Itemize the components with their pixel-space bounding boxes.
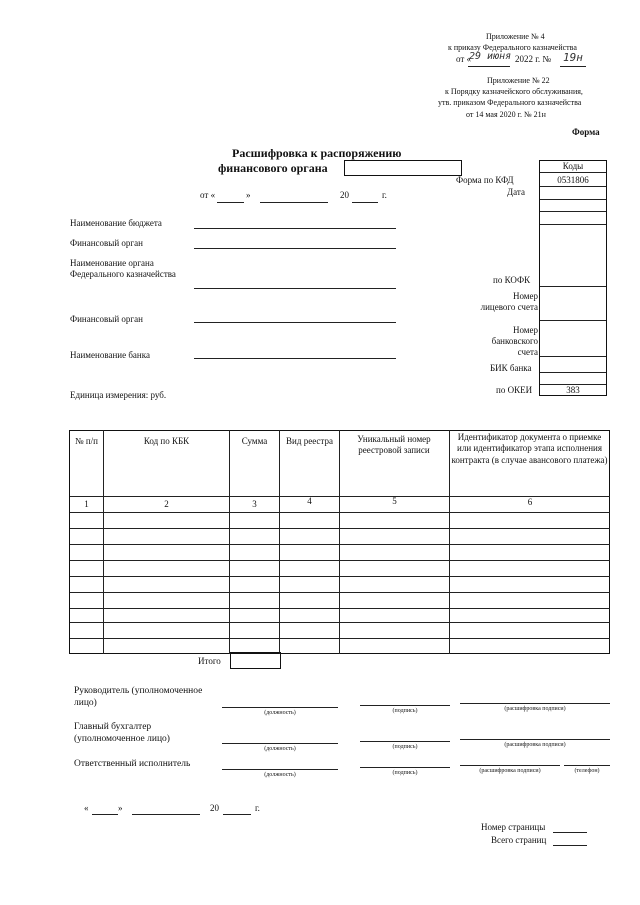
table-row[interactable] (70, 608, 610, 609)
chief-decoding-caption: (расшифровка подписи) (504, 742, 566, 748)
table-row[interactable] (70, 544, 610, 545)
head-signature-caption: (подпись) (392, 708, 418, 714)
title-line-1: Расшифровка к распоряжению (232, 146, 402, 160)
bank-line[interactable] (194, 358, 396, 359)
bank-label: Наименование банка (70, 350, 150, 360)
table-row[interactable] (70, 576, 610, 577)
col-number-1: 1 (84, 499, 89, 509)
footer-year-suffix: г. (255, 803, 260, 813)
executor-phone-caption: (телефон) (574, 768, 600, 774)
codes-header: Коды (562, 161, 584, 171)
order-number-underline (560, 66, 586, 67)
head-position-line[interactable] (222, 707, 338, 708)
bank-account-label: Номер банковского счета (491, 325, 538, 357)
executor-signature-caption: (подпись) (392, 770, 418, 776)
col-header-registry-type: Вид реестра (286, 436, 333, 446)
codes-divider (540, 372, 606, 373)
appendix-22-label: Приложение № 22 (487, 76, 550, 85)
head-position-caption: (должность) (264, 710, 296, 716)
col-number-6: 6 (527, 497, 533, 507)
table-col-divider (103, 430, 104, 654)
table-row[interactable] (70, 592, 610, 593)
chief-decoding-line[interactable] (460, 739, 610, 740)
executor-decoding-line[interactable] (460, 765, 560, 766)
chief-accountant-label: Главный бухгалтер (уполномоченное лицо) (74, 722, 170, 744)
col-header-sum: Сумма (241, 436, 268, 446)
kfd-value: 0531806 (557, 175, 589, 185)
table-col-divider (449, 430, 450, 654)
date-quote-close: » (246, 190, 251, 200)
account-number-label: Номер лицевого счета (480, 291, 538, 312)
col-header-registry-number: Уникальный номер реестровой записи (357, 434, 431, 456)
col-number-3: 3 (252, 499, 257, 509)
order-date-underline (468, 66, 510, 67)
chief-position-caption: (должность) (264, 746, 296, 752)
chief-signature-line[interactable] (360, 741, 450, 742)
col-number-4: 4 (307, 496, 312, 506)
col-number-2: 2 (164, 499, 169, 509)
table-row[interactable] (70, 560, 610, 561)
footer-year-line[interactable] (223, 814, 251, 815)
budget-label: Наименование бюджета (70, 218, 162, 228)
col-header-kbk: Код по КБК (143, 436, 190, 446)
kfd-label: Форма по КФД (456, 175, 514, 185)
date-from-label: от « (200, 190, 216, 200)
date-year-prefix: 20 (340, 190, 349, 200)
appendix-4-label: Приложение № 4 (486, 32, 545, 41)
order-date-year: 2022 г. № (515, 54, 552, 64)
date-year-line[interactable] (352, 202, 378, 203)
budget-line[interactable] (194, 228, 396, 229)
order-number-handwritten: 19н (563, 51, 583, 64)
approved-label: утв. приказом Федерального казначейства (438, 98, 582, 107)
kofk-label: по КОФК (493, 275, 531, 285)
executor-label: Ответственный исполнитель (74, 759, 191, 769)
total-pages-line[interactable] (553, 845, 587, 846)
table-col-divider (339, 430, 340, 654)
footer-day-line[interactable] (92, 814, 118, 815)
procedure-label: к Порядку казначейского обслуживания, (445, 87, 583, 96)
codes-divider (540, 199, 606, 200)
date-day-line[interactable] (217, 202, 244, 203)
fin-org-label-2: Финансовый орган (70, 314, 143, 324)
head-decoding-line[interactable] (460, 703, 610, 704)
codes-divider (540, 224, 606, 225)
title-line-2: финансового органа (218, 161, 328, 175)
table-row[interactable] (70, 638, 610, 639)
date-code-label: Дата (507, 187, 525, 197)
date-month-line[interactable] (260, 202, 328, 203)
footer-year-prefix: 20 (210, 803, 219, 813)
fin-org-label-1: Финансовый орган (70, 238, 143, 248)
codes-divider (540, 172, 606, 173)
footer-quote-open: « (84, 803, 89, 813)
head-label: Руководитель (уполномоченное лицо) (74, 686, 203, 708)
chief-position-line[interactable] (222, 743, 338, 744)
page-number-line[interactable] (553, 832, 587, 833)
treasury-org-label: Наименование органа Федерального казначейства (70, 258, 176, 280)
bik-label: БИК банка (490, 363, 532, 373)
treasury-org-line[interactable] (194, 288, 396, 289)
codes-divider (540, 286, 606, 287)
form-label: Форма (572, 127, 600, 137)
table-col-divider (279, 430, 280, 654)
col-header-identifier: Идентификатор документа о приемке или идентификатор этапа исполнения контракта (в случае авансового платежа) (451, 432, 608, 465)
executor-position-line[interactable] (222, 769, 338, 770)
approved-date-label: от 14 мая 2020 г. № 21н (466, 110, 546, 119)
head-decoding-caption: (расшифровка подписи) (504, 706, 566, 712)
order-date-prefix: от « (456, 54, 472, 64)
date-year-suffix: г. (382, 190, 387, 200)
order-date-handwritten: 29 июня (469, 51, 512, 62)
chief-signature-caption: (подпись) (392, 744, 418, 750)
executor-signature-line[interactable] (360, 767, 450, 768)
col-number-5: 5 (392, 496, 397, 506)
table-row[interactable] (70, 622, 610, 623)
executor-position-caption: (должность) (264, 772, 296, 778)
total-pages-label: Всего страниц (491, 835, 547, 845)
table-col-divider (229, 430, 230, 654)
codes-column (539, 160, 607, 396)
codes-divider (540, 320, 606, 321)
codes-divider (540, 211, 606, 212)
okei-label: по ОКЕИ (496, 385, 533, 395)
order-number-box[interactable] (344, 160, 462, 176)
head-signature-line[interactable] (360, 705, 450, 706)
codes-divider (540, 356, 606, 357)
col-header-number: № п/п (75, 436, 98, 446)
executor-phone-line[interactable] (564, 765, 610, 766)
executor-decoding-caption: (расшифровка подписи) (479, 768, 541, 774)
order-ref-label: к приказу Федерального казначейства (448, 43, 577, 52)
total-label: Итого (198, 656, 221, 666)
page-number-label: Номер страницы (481, 822, 546, 832)
total-sum-box[interactable] (230, 652, 281, 669)
fin-org-line-2[interactable] (194, 322, 396, 323)
okei-value: 383 (566, 385, 580, 395)
fin-org-line-1[interactable] (194, 248, 396, 249)
codes-divider (540, 186, 606, 187)
table-row[interactable] (70, 512, 610, 513)
footer-quote-close: » (118, 803, 123, 813)
table-row[interactable] (70, 528, 610, 529)
unit-label: Единица измерения: руб. (70, 390, 167, 400)
footer-month-line[interactable] (132, 814, 200, 815)
